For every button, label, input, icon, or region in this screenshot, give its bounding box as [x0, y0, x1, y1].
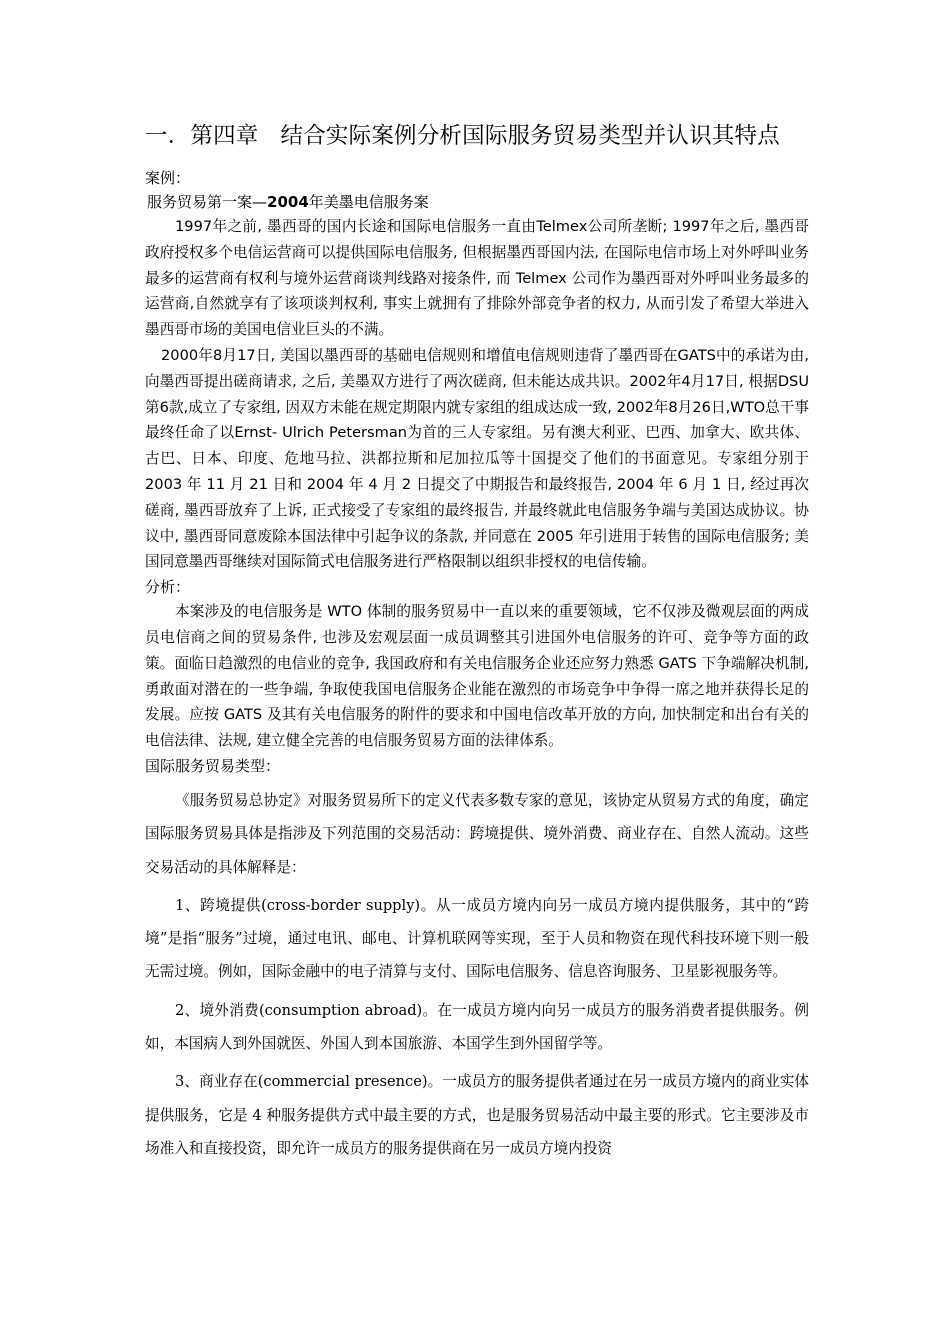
case-paragraph: 1997年之前, 墨西哥的国内长途和国际电信服务一直由Telmex公司所垄断; 1997年之后, 墨西哥政府授权多个电信运营商可以提供国际电信服务, 但根据墨西哥国内法, 在国际电信市场上对外呼叫业务最多的运营商有权利与境外运营商谈判线路对接条件, 而 Telmex 公司作为墨西哥对外呼叫业务最多的运营商,自然就享有了该项谈判权利, 事实上就拥有了排除外部竞争者的权力, 从而引发了希望大举进入墨西哥市场的美国电信业巨头的不满。: [145, 218, 809, 339]
types-paragraph: 2、境外消费(consumption abroad)。在一成员方境内向另一成员方的服务消费者提供服务。例如，本国病人到外国就医、外国人到本国旅游、本国学生到外国留学等。: [145, 1001, 809, 1053]
chapter-title: [145, 120, 845, 152]
document-body: [145, 166, 809, 1165]
chapter-number: 一．: [145, 123, 191, 149]
chapter-label: 第四章: [190, 123, 259, 149]
types-paragraph: 1、跨境提供(cross-border supply)。从一成员方境内向另一成员方境内提供服务，其中的“跨境”是指“服务”过境，通过电讯、邮电、计算机联网等实现，至于人员和物资在现代科技环境下则一般无需过境。例如，国际金融中的电子清算与支付、国际电信服务、信息咨询服务、卫星影视服务等。: [145, 896, 809, 981]
case-label: 案例：: [145, 169, 191, 187]
types-label: 国际服务贸易类型：: [145, 756, 281, 775]
chapter-title-text: 结合实际案例分析国际服务贸易类型并认识其特点: [280, 123, 780, 149]
types-paragraph: 3、商业存在(commercial presence)。一成员方的服务提供者通过在另一成员方境内的商业实体提供服务，它是 4 种服务提供方式中最主要的方式，也是服务贸易活动中最主要的形式。它主要涉及市场准入和直接投资，即允许一成员方的服务提供商在另一成员方境内投资: [145, 1073, 809, 1157]
types-paragraph: 《服务贸易总协定》对服务贸易所下的定义代表多数专家的意见，该协定从贸易方式的角度，确定国际服务贸易具体是指涉及下列范围的交易活动：跨境提供、境外消费、商业存在、自然人流动。这些交易活动的具体解释是：: [145, 791, 809, 876]
analysis-label: 分析：: [145, 578, 191, 597]
case-paragraph: 2000年8月17日, 美国以墨西哥的基础电信规则和增值电信规则违背了墨西哥在GATS中的承诺为由, 向墨西哥提出磋商请求, 之后, 美墨双方进行了两次磋商, 但未能达成共识。2002年4月17日, 根据DSU第6款,成立了专家组, 因双方未能在规定期限内就专家组的组成达成一致, 2002年8月26日,WTO总干事最终任命了以Ernst- Ulrich Petersman为首的三人专家组。另有澳大利亚、巴西、加拿大、欧共体、古巴、日本、印度、危地马拉、洪都拉斯和尼加拉瓜等十国提交了他们的书面意见。专家组分别于 2003 年 11 月 21 日和 2004 年 4 月 2 日提交了中期报告和最终报告, 2004 年 6 月 1 日, 经过再次磋商, 墨西哥放弃了上诉, 正式接受了专家组的最终报告, 并最终就此电信服务争端与美国达成协议。协议中, 墨西哥同意废除本国法律中引起争议的条款, 并同意在 2005 年引进用于转售的国际电信服务; 美国同意墨西哥继续对国际简式电信服务进行严格限制以组织非授权的电信传输。: [145, 346, 809, 571]
case-subtitle: 服务贸易第一案—2004年美墨电信服务案: [147, 193, 429, 211]
analysis-paragraph: 本案涉及的电信服务是 WTO 体制的服务贸易中一直以来的重要领域，它不仅涉及微观层面的两成员电信商之间的贸易条件, 也涉及宏观层面一成员调整其引进国外电信服务的许可、竞争等方面的政策。面临日趋激烈的电信业的竞争, 我国政府和有关电信服务企业还应努力熟悉 GATS 下争端解决机制, 勇敢面对潜在的一些争端, 争取使我国电信服务企业能在激烈的市场竞争中争得一席之地并获得长足的发展。应按 GATS 及其有关电信服务的附件的要求和中国电信改革开放的方向, 加快制定和出台有关的电信法律、法规, 建立健全完善的电信服务贸易方面的法律体系。: [145, 603, 809, 750]
